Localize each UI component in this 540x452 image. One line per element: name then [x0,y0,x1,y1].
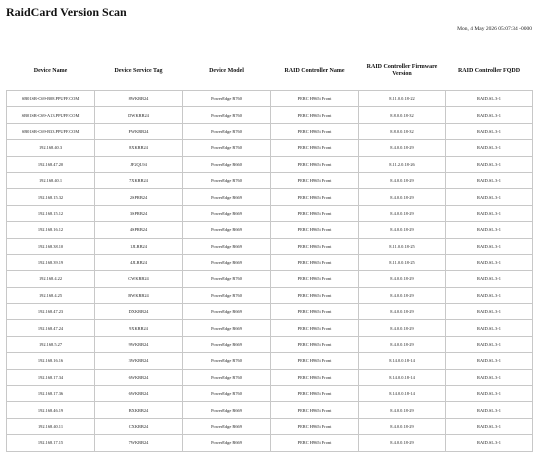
cell-controller-name: PERC H965i Front [271,271,359,287]
table-row [7,254,533,270]
cell-controller-name: PERC H965i Front [271,172,359,188]
cell-controller-fqdd: RAID.SL.3-1 [446,353,533,369]
cell-controller-name: PERC H965i Front [271,287,359,303]
cell-controller-fqdd: RAID.SL.3-1 [446,107,533,123]
table-row [7,107,533,123]
cell-firmware-version: 8.11.0.0.18-22 [359,91,446,107]
cell-device-model: PowerEdge R669 [183,222,271,238]
report-title: RaidCard Version Scan [6,5,127,19]
cell-controller-fqdd: RAID.SL.3-1 [446,205,533,221]
cell-service-tag: DXKRB24 [95,304,183,320]
cell-controller-name: PERC H965i Front [271,320,359,336]
cell-firmware-version: 8.4.0.0.18-29 [359,222,446,238]
table-row [7,205,533,221]
table-row [7,320,533,336]
cell-device-name: 192.168.39.19 [7,254,95,270]
cell-firmware-version: 8.4.0.0.18-29 [359,402,446,418]
cell-controller-fqdd: RAID.SL.3-1 [446,320,533,336]
table-row [7,287,533,303]
cell-controller-name: PERC H965i Front [271,140,359,156]
cell-device-name: 192.168.40.11 [7,418,95,434]
column-header-device-name: Device Name [33,67,68,74]
cell-service-tag: 3WKRB24 [95,353,183,369]
cell-device-model: PowerEdge R760 [183,386,271,402]
cell-service-tag: BWKRB24 [95,287,183,303]
cell-device-model: PowerEdge R669 [183,304,271,320]
table-row [7,238,533,254]
cell-controller-fqdd: RAID.SL.3-1 [446,156,533,172]
cell-device-model: PowerEdge R669 [183,320,271,336]
cell-firmware-version: 8.4.0.0.18-29 [359,205,446,221]
cell-service-tag: CWKRB24 [95,271,183,287]
cell-service-tag: JF2QL94 [95,156,183,172]
cell-device-name: 192.168.17.15 [7,435,95,451]
table-row [7,271,533,287]
cell-firmware-version: 8.4.0.0.18-29 [359,189,446,205]
cell-firmware-version: 8.14.0.0.18-14 [359,386,446,402]
cell-service-tag: FWKRB24 [95,123,183,139]
cell-device-name: 192.168.40.1 [7,172,95,188]
cell-firmware-version: 8.14.0.0.18-14 [359,353,446,369]
cell-firmware-version: 8.8.0.0.18-32 [359,123,446,139]
cell-controller-name: PERC H965i Front [271,353,359,369]
cell-controller-name: PERC H965i Front [271,107,359,123]
cell-service-tag: 4SPRB24 [95,222,183,238]
cell-firmware-version: 8.4.0.0.18-29 [359,287,446,303]
cell-firmware-version: 8.4.0.0.18-29 [359,304,446,320]
cell-controller-fqdd: RAID.SL.3-1 [446,287,533,303]
cell-firmware-version: 8.14.0.0.18-14 [359,369,446,385]
cell-controller-fqdd: RAID.SL.3-1 [446,189,533,205]
cell-device-name: 192.168.40.3 [7,140,95,156]
cell-controller-name: PERC H965i Front [271,369,359,385]
cell-device-name: 192.168.16.16 [7,353,95,369]
cell-controller-name: PERC H965i Front [271,238,359,254]
cell-device-model: PowerEdge R660 [183,156,271,172]
cell-device-model: PowerEdge R669 [183,238,271,254]
cell-service-tag: 7WKRB24 [95,435,183,451]
cell-controller-name: PERC H965i Front [271,304,359,320]
cell-device-name: 192.168.4.25 [7,287,95,303]
cell-service-tag: 1JLRB24 [95,238,183,254]
cell-controller-name: PERC H965i Front [271,418,359,434]
cell-firmware-version: 8.4.0.0.18-29 [359,418,446,434]
cell-service-tag: 9XKRB24 [95,320,183,336]
cell-device-name: 192.168.17.36 [7,386,95,402]
cell-device-name: SB01SR-C69-A13.PPUFF.COM [7,107,95,123]
column-header-controller-name: RAID Controller Name [284,67,345,74]
cell-controller-name: PERC H965i Front [271,189,359,205]
cell-service-tag: 6WKRB24 [95,369,183,385]
table-row [7,189,533,205]
table-row [7,418,533,434]
table-body [7,91,533,452]
cell-controller-fqdd: RAID.SL.3-1 [446,172,533,188]
cell-controller-name: PERC H965i Front [271,222,359,238]
cell-device-model: PowerEdge R669 [183,418,271,434]
cell-device-model: PowerEdge R669 [183,435,271,451]
cell-service-tag: 8WKRB24 [95,91,183,107]
cell-controller-fqdd: RAID.SL.3-1 [446,271,533,287]
cell-device-name: 192.168.5.27 [7,336,95,352]
cell-firmware-version: 8.4.0.0.18-29 [359,140,446,156]
cell-firmware-version: 8.11.0.0.18-25 [359,254,446,270]
cell-firmware-version: 8.8.0.0.18-32 [359,107,446,123]
cell-firmware-version: 8.4.0.0.18-29 [359,435,446,451]
cell-firmware-version: 8.4.0.0.18-29 [359,320,446,336]
cell-device-name: 192.168.46.19 [7,402,95,418]
cell-device-model: PowerEdge R760 [183,172,271,188]
cell-device-model: PowerEdge R669 [183,189,271,205]
column-header-controller-fqdd: RAID Controller FQDD [457,67,521,74]
cell-service-tag: 7XKRB24 [95,172,183,188]
cell-device-name: 192.168.47.24 [7,320,95,336]
cell-controller-name: PERC H965i Front [271,386,359,402]
cell-device-name: 192.168.47.20 [7,156,95,172]
cell-device-model: PowerEdge R760 [183,287,271,303]
cell-controller-name: PERC H965i Front [271,156,359,172]
cell-device-model: PowerEdge R669 [183,336,271,352]
cell-service-tag: 6WKRB24 [95,386,183,402]
cell-service-tag: BXKRB24 [95,402,183,418]
cell-device-name: SB01SR-C69-B08.PPUFF.COM [7,91,95,107]
cell-controller-name: PERC H965i Front [271,402,359,418]
cell-device-name: SB01SR-C69-B33.PPUFF.COM [7,123,95,139]
cell-firmware-version: 8.11.0.0.18-25 [359,238,446,254]
table-row [7,386,533,402]
table-header-row [7,52,533,91]
table-row [7,91,533,107]
column-header-device-model: Device Model [209,67,244,74]
table-row [7,402,533,418]
cell-firmware-version: 8.4.0.0.18-29 [359,271,446,287]
cell-controller-fqdd: RAID.SL.3-1 [446,369,533,385]
cell-controller-fqdd: RAID.SL.3-1 [446,336,533,352]
cell-device-name: 192.168.15.12 [7,205,95,221]
table-row [7,435,533,451]
table-row [7,140,533,156]
cell-device-model: PowerEdge R760 [183,271,271,287]
cell-device-name: 192.168.15.32 [7,189,95,205]
cell-firmware-version: 8.11.2.0.18-26 [359,156,446,172]
table-row [7,336,533,352]
cell-device-model: PowerEdge R760 [183,107,271,123]
cell-service-tag: 9WKRB24 [95,336,183,352]
cell-controller-fqdd: RAID.SL.3-1 [446,222,533,238]
cell-firmware-version: 8.4.0.0.18-29 [359,172,446,188]
cell-device-model: PowerEdge R760 [183,123,271,139]
cell-controller-fqdd: RAID.SL.3-1 [446,254,533,270]
column-header-service-tag: Device Service Tag [114,67,163,74]
cell-firmware-version: 8.4.0.0.18-29 [359,336,446,352]
cell-device-model: PowerEdge R669 [183,254,271,270]
cell-controller-name: PERC H965i Front [271,336,359,352]
cell-controller-name: PERC H965i Front [271,205,359,221]
cell-service-tag: 2SPRB24 [95,189,183,205]
report-timestamp: Mon, 4 May 2026 05:07:34 -0000 [457,26,532,32]
cell-device-model: PowerEdge R760 [183,369,271,385]
cell-device-name: 192.168.38.10 [7,238,95,254]
cell-controller-fqdd: RAID.SL.3-1 [446,91,533,107]
cell-service-tag: 8XKRB24 [95,140,183,156]
table-row [7,369,533,385]
table-row [7,353,533,369]
cell-device-name: 192.168.47.23 [7,304,95,320]
cell-service-tag: 4JLRB24 [95,254,183,270]
table-row [7,156,533,172]
table-row [7,222,533,238]
cell-controller-name: PERC H965i Front [271,254,359,270]
cell-controller-name: PERC H965i Front [271,123,359,139]
table-row [7,172,533,188]
table-row [7,304,533,320]
scan-results-table [6,52,533,452]
cell-service-tag: DWKRB24 [95,107,183,123]
cell-controller-fqdd: RAID.SL.3-1 [446,435,533,451]
cell-controller-fqdd: RAID.SL.3-1 [446,402,533,418]
cell-controller-name: PERC H965i Front [271,435,359,451]
cell-service-tag: 3SPRB24 [95,205,183,221]
column-header-firmware-version: RAID Controller Firmware Version [366,64,438,77]
cell-controller-fqdd: RAID.SL.3-1 [446,238,533,254]
cell-device-name: 192.168.17.34 [7,369,95,385]
cell-device-name: 192.168.16.12 [7,222,95,238]
cell-controller-fqdd: RAID.SL.3-1 [446,304,533,320]
cell-device-model: PowerEdge R760 [183,140,271,156]
cell-service-tag: CXKRB24 [95,418,183,434]
cell-device-name: 192.168.4.22 [7,271,95,287]
cell-controller-fqdd: RAID.SL.3-1 [446,418,533,434]
cell-device-model: PowerEdge R760 [183,353,271,369]
cell-controller-fqdd: RAID.SL.3-1 [446,386,533,402]
cell-controller-fqdd: RAID.SL.3-1 [446,123,533,139]
cell-device-model: PowerEdge R760 [183,91,271,107]
cell-controller-name: PERC H965i Front [271,91,359,107]
cell-device-model: PowerEdge R669 [183,205,271,221]
cell-controller-fqdd: RAID.SL.3-1 [446,140,533,156]
table-row [7,123,533,139]
cell-device-model: PowerEdge R669 [183,402,271,418]
